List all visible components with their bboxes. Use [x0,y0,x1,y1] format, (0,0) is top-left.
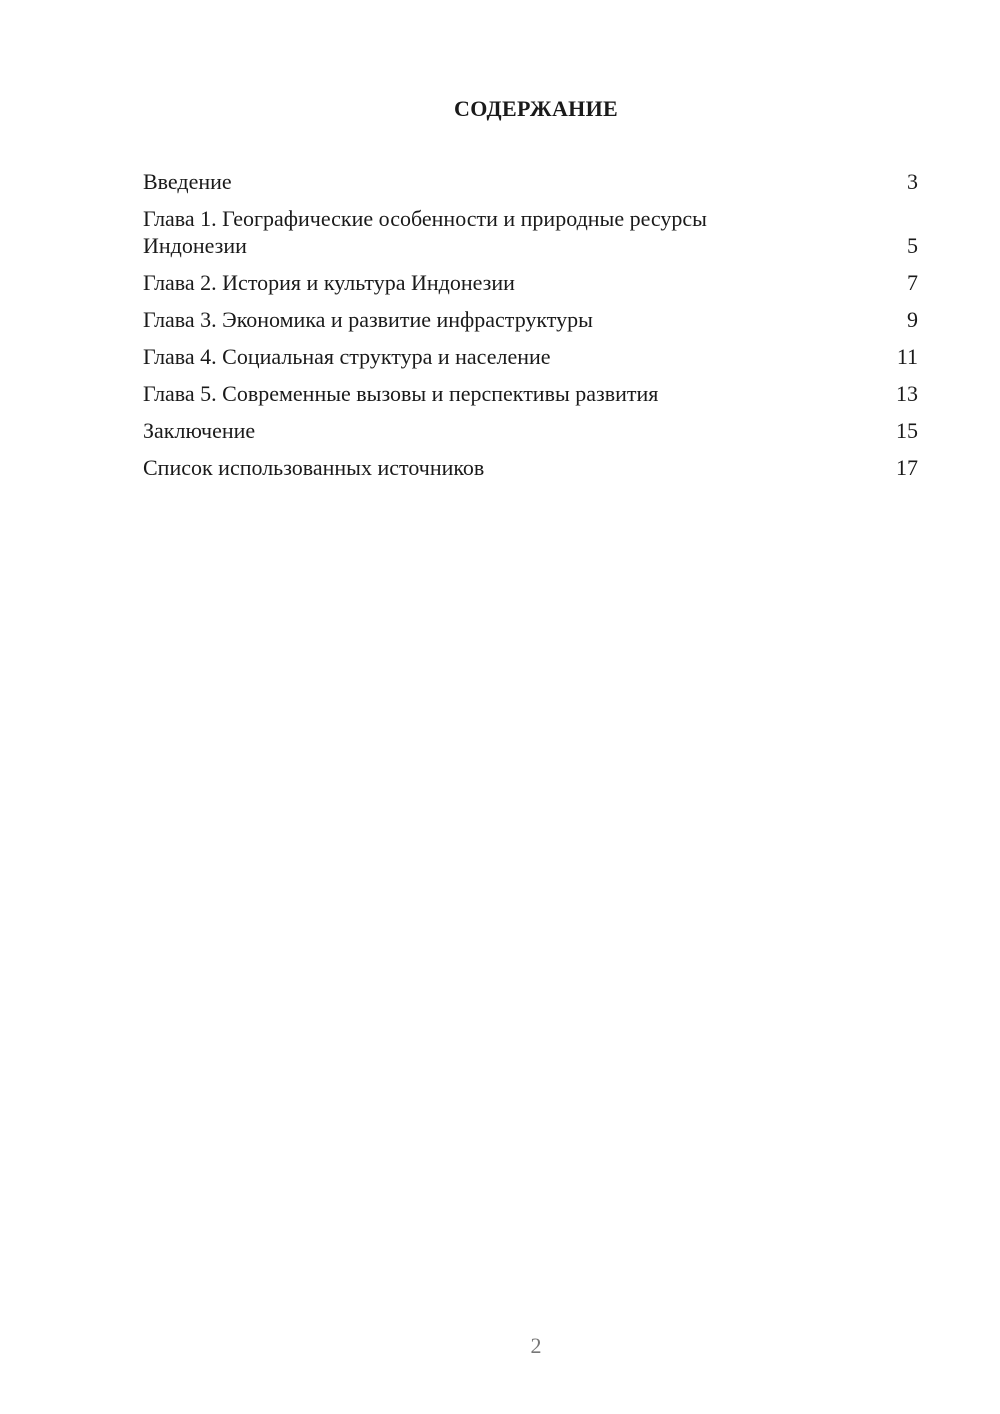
toc-entry-title: Глава 3. Экономика и развитие инфраструктуры [143,307,593,332]
toc-entry-chapter-4 [143,343,918,370]
toc-entry-page: 15 [896,418,918,443]
toc-entry-chapter-1 [143,205,918,259]
toc-entry-title: Заключение [143,418,256,443]
toc-entry-page: 13 [896,381,918,406]
toc-entry-title: Глава 5. Современные вызовы и перспективы развития [143,381,659,406]
page-number: 2 [530,1333,542,1358]
toc-entry-references [143,454,918,481]
toc-entry-title: Введение [143,169,232,194]
toc-entry-conclusion [143,417,918,444]
toc-list [143,168,918,491]
toc-entry-title: Глава 4. Социальная структура и население [143,344,551,369]
toc-entry-chapter-5 [143,380,918,407]
toc-entry-page: 3 [907,169,918,194]
toc-entry-page: 17 [896,455,918,480]
toc-entry-title: Глава 2. История и культура Индонезии [143,270,515,295]
toc-entry-introduction [143,168,918,195]
toc-entry-title: Глава 1. Географические особенности и природные ресурсы Индонезии [143,206,707,258]
toc-entry-page: 7 [907,270,918,295]
toc-entry-title: Список использованных источников [143,455,485,480]
toc-entry-chapter-3 [143,306,918,333]
toc-entry-page: 9 [907,307,918,332]
toc-entry-chapter-2 [143,269,918,296]
toc-entry-page: 5 [907,233,918,258]
toc-heading: СОДЕРЖАНИЕ [454,96,618,121]
toc-entry-page: 11 [896,344,918,369]
